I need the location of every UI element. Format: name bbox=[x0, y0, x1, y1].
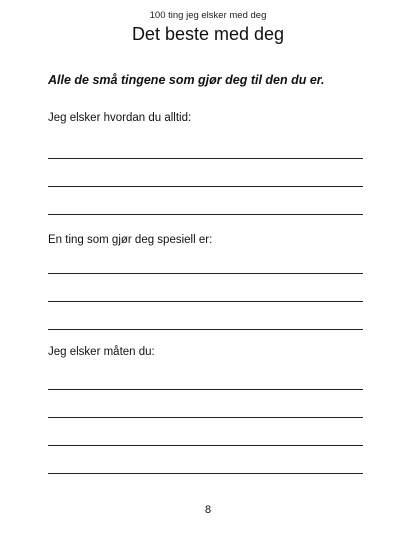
page-number: 8 bbox=[204, 504, 212, 516]
writing-line[interactable] bbox=[48, 158, 363, 159]
prompt-1: Jeg elsker hvordan du alltid: bbox=[48, 112, 192, 124]
writing-line[interactable] bbox=[48, 473, 363, 474]
writing-line[interactable] bbox=[48, 417, 363, 418]
book-title: 100 ting jeg elsker med deg bbox=[149, 10, 267, 21]
writing-line[interactable] bbox=[48, 301, 363, 302]
writing-line[interactable] bbox=[48, 329, 363, 330]
subtitle: Alle de små tingene som gjør deg til den du er. bbox=[48, 73, 325, 87]
prompt-3: Jeg elsker måten du: bbox=[48, 346, 155, 358]
writing-line[interactable] bbox=[48, 186, 363, 187]
prompt-2: En ting som gjør deg spesiell er: bbox=[48, 234, 213, 246]
writing-line[interactable] bbox=[48, 214, 363, 215]
writing-line[interactable] bbox=[48, 389, 363, 390]
page-title: Det beste med deg bbox=[131, 24, 285, 44]
writing-line[interactable] bbox=[48, 273, 363, 274]
writing-line[interactable] bbox=[48, 445, 363, 446]
